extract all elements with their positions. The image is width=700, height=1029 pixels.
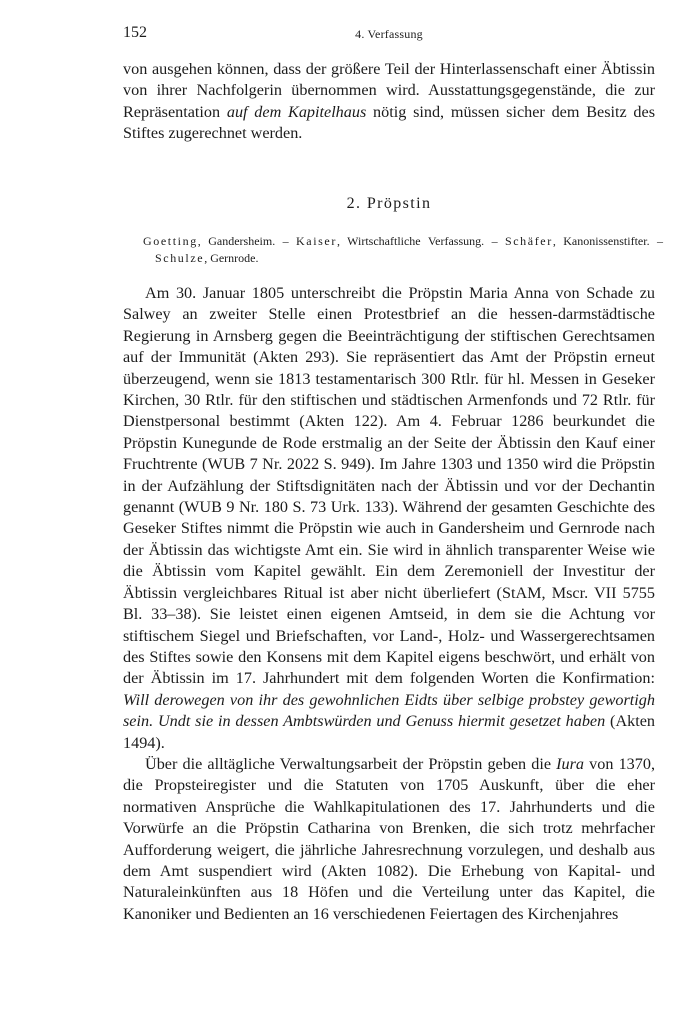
bib-work-verfassung: , Wirtschaftliche Verfassung. – [336, 234, 505, 248]
main-paragraph-2 [123, 754, 655, 925]
bibliography-note [143, 233, 663, 266]
page-number: 152 [123, 24, 147, 41]
bib-author-schaefer: Schäfer [504, 234, 553, 248]
bib-author-goetting: Goetting [143, 234, 198, 248]
intro-text-end: nötig sind, müssen sicher dem Besitz des Stiftes zugerechnet werden. [123, 102, 656, 143]
bib-work-gernrode: , Gernrode. [204, 250, 259, 265]
main-text [123, 283, 655, 925]
bib-author-kaiser: Kaiser [296, 234, 337, 248]
intro-paragraph [123, 59, 655, 145]
section-heading: 2. Pröpstin [346, 195, 432, 212]
chapter-title: 4. Verfassung [355, 27, 423, 41]
paragraph-2-italic: Iura [556, 754, 585, 773]
paragraph-1-quote: Will derowegen von ihr des gewohnlichen Eidts über selbige probstey gewortigh sein. Undt sie in dessen Ambtswürden und Genuss hiermit gesetzet haben [123, 690, 655, 731]
intro-text: von ausgehen können, dass der größere Teil der Hinterlassenschaft einer Äbtissin von ihrer Nachfolgerin übernommen wird. Ausstattungsgegenstände, die zur Repräsentation [123, 60, 655, 121]
paragraph-2-end: von 1370, die Propsteiregister und die Statuten von 1705 Auskunft, über die eher normativen Ansprüche die Wahlkapitulationen des 17. Jahrhunderts und die Vorwürfe an die Pröpstin Catharina von Brenken, die sich trotz mehrfacher Aufforderung weigert, die jährliche Jahresrechnung vorzulegen, und deshalb aus dem Amt suspendiert wird (Akten 1082). Die Erhebung von Kapital- und Naturaleinkünften aus 18 Höfen und die Verteilung unter das Kapitel, die Kanoniker und Bedienten an 16 verschiedenen Feiertagen des Kirchenjahres [123, 754, 655, 923]
paragraph-1-end: (Akten 1494). [123, 712, 656, 752]
bib-work-kanonissenstifter: , Kanonissenstifter. – [552, 234, 663, 248]
running-head [123, 24, 655, 44]
paragraph-1-text: Am 30. Januar 1805 unterschreibt die Pröpstin Maria Anna von Schade zu Salwey an zweiter Stelle einen Protestbrief an die hessen-darmstädtische Regierung in Arnsberg gegen die Beeinträchtigung der stiftischen Gerechtsamen auf der Immunität (Akten 293). Sie repräsentiert das Amt der Pröpstin erneut überzeugend, wenn sie 1813 testamentarisch 300 Rtlr. für hl. Messen in Geseker Kirchen, 30 Rtlr. für den stiftischen und städtischen Armenfonds und 72 Rtlr. für Dienstpersonal bestimmt (Akten 122). Am 4. Februar 1286 beurkundet die Pröpstin Kunegunde de Rode erstmalig an der Seite der Äbtissin den Kauf einer Fruchtrente (WUB 7 Nr. 2022 S. 949). Im Jahre 1303 und 1350 wird die Pröpstin in der Aufzählung der Stiftsdignitäten nach der Äbtissin und vor der Dechantin genannt (WUB 9 Nr. 180 S. 73 Urk. 133). Während der gesamten Geschichte des Geseker Stiftes nimmt die Pröpstin wie auch in Gandersheim und Gernrode nach der Äbtissin das wichtigste Amt ein. Sie wird in ähnlich transparenter Weise wie die Äbtissin vom Kapitel gewählt. Ein dem Zeremoniell der Investitur der Äbtissin vergleichbares Ritual ist aber nicht überliefert (StAM, Mscr. VII 5755 Bl. 33–38). Sie leistet einen eigenen Amtseid, in dem sie die Achtung vor stiftischem Siegel und Briefschaften, vor Land-, Holz- und Wassergerechtsamen des Stiftes sowie den Konsens mit dem Kapitel eigens beschwört, und erhält von der Äbtissin im 17. Jahrhundert mit dem folgenden Worten die Konfirmation: [123, 284, 655, 688]
paragraph-2-start: Über die alltägliche Verwaltungsarbeit der Pröpstin geben die [145, 754, 557, 773]
bib-work-gandersheim: , Gandersheim. – [197, 234, 297, 248]
intro-italic-text: auf dem Kapitelhaus [226, 102, 367, 121]
main-paragraph-1 [123, 283, 655, 754]
bib-author-schulze: Schulze [155, 250, 205, 265]
